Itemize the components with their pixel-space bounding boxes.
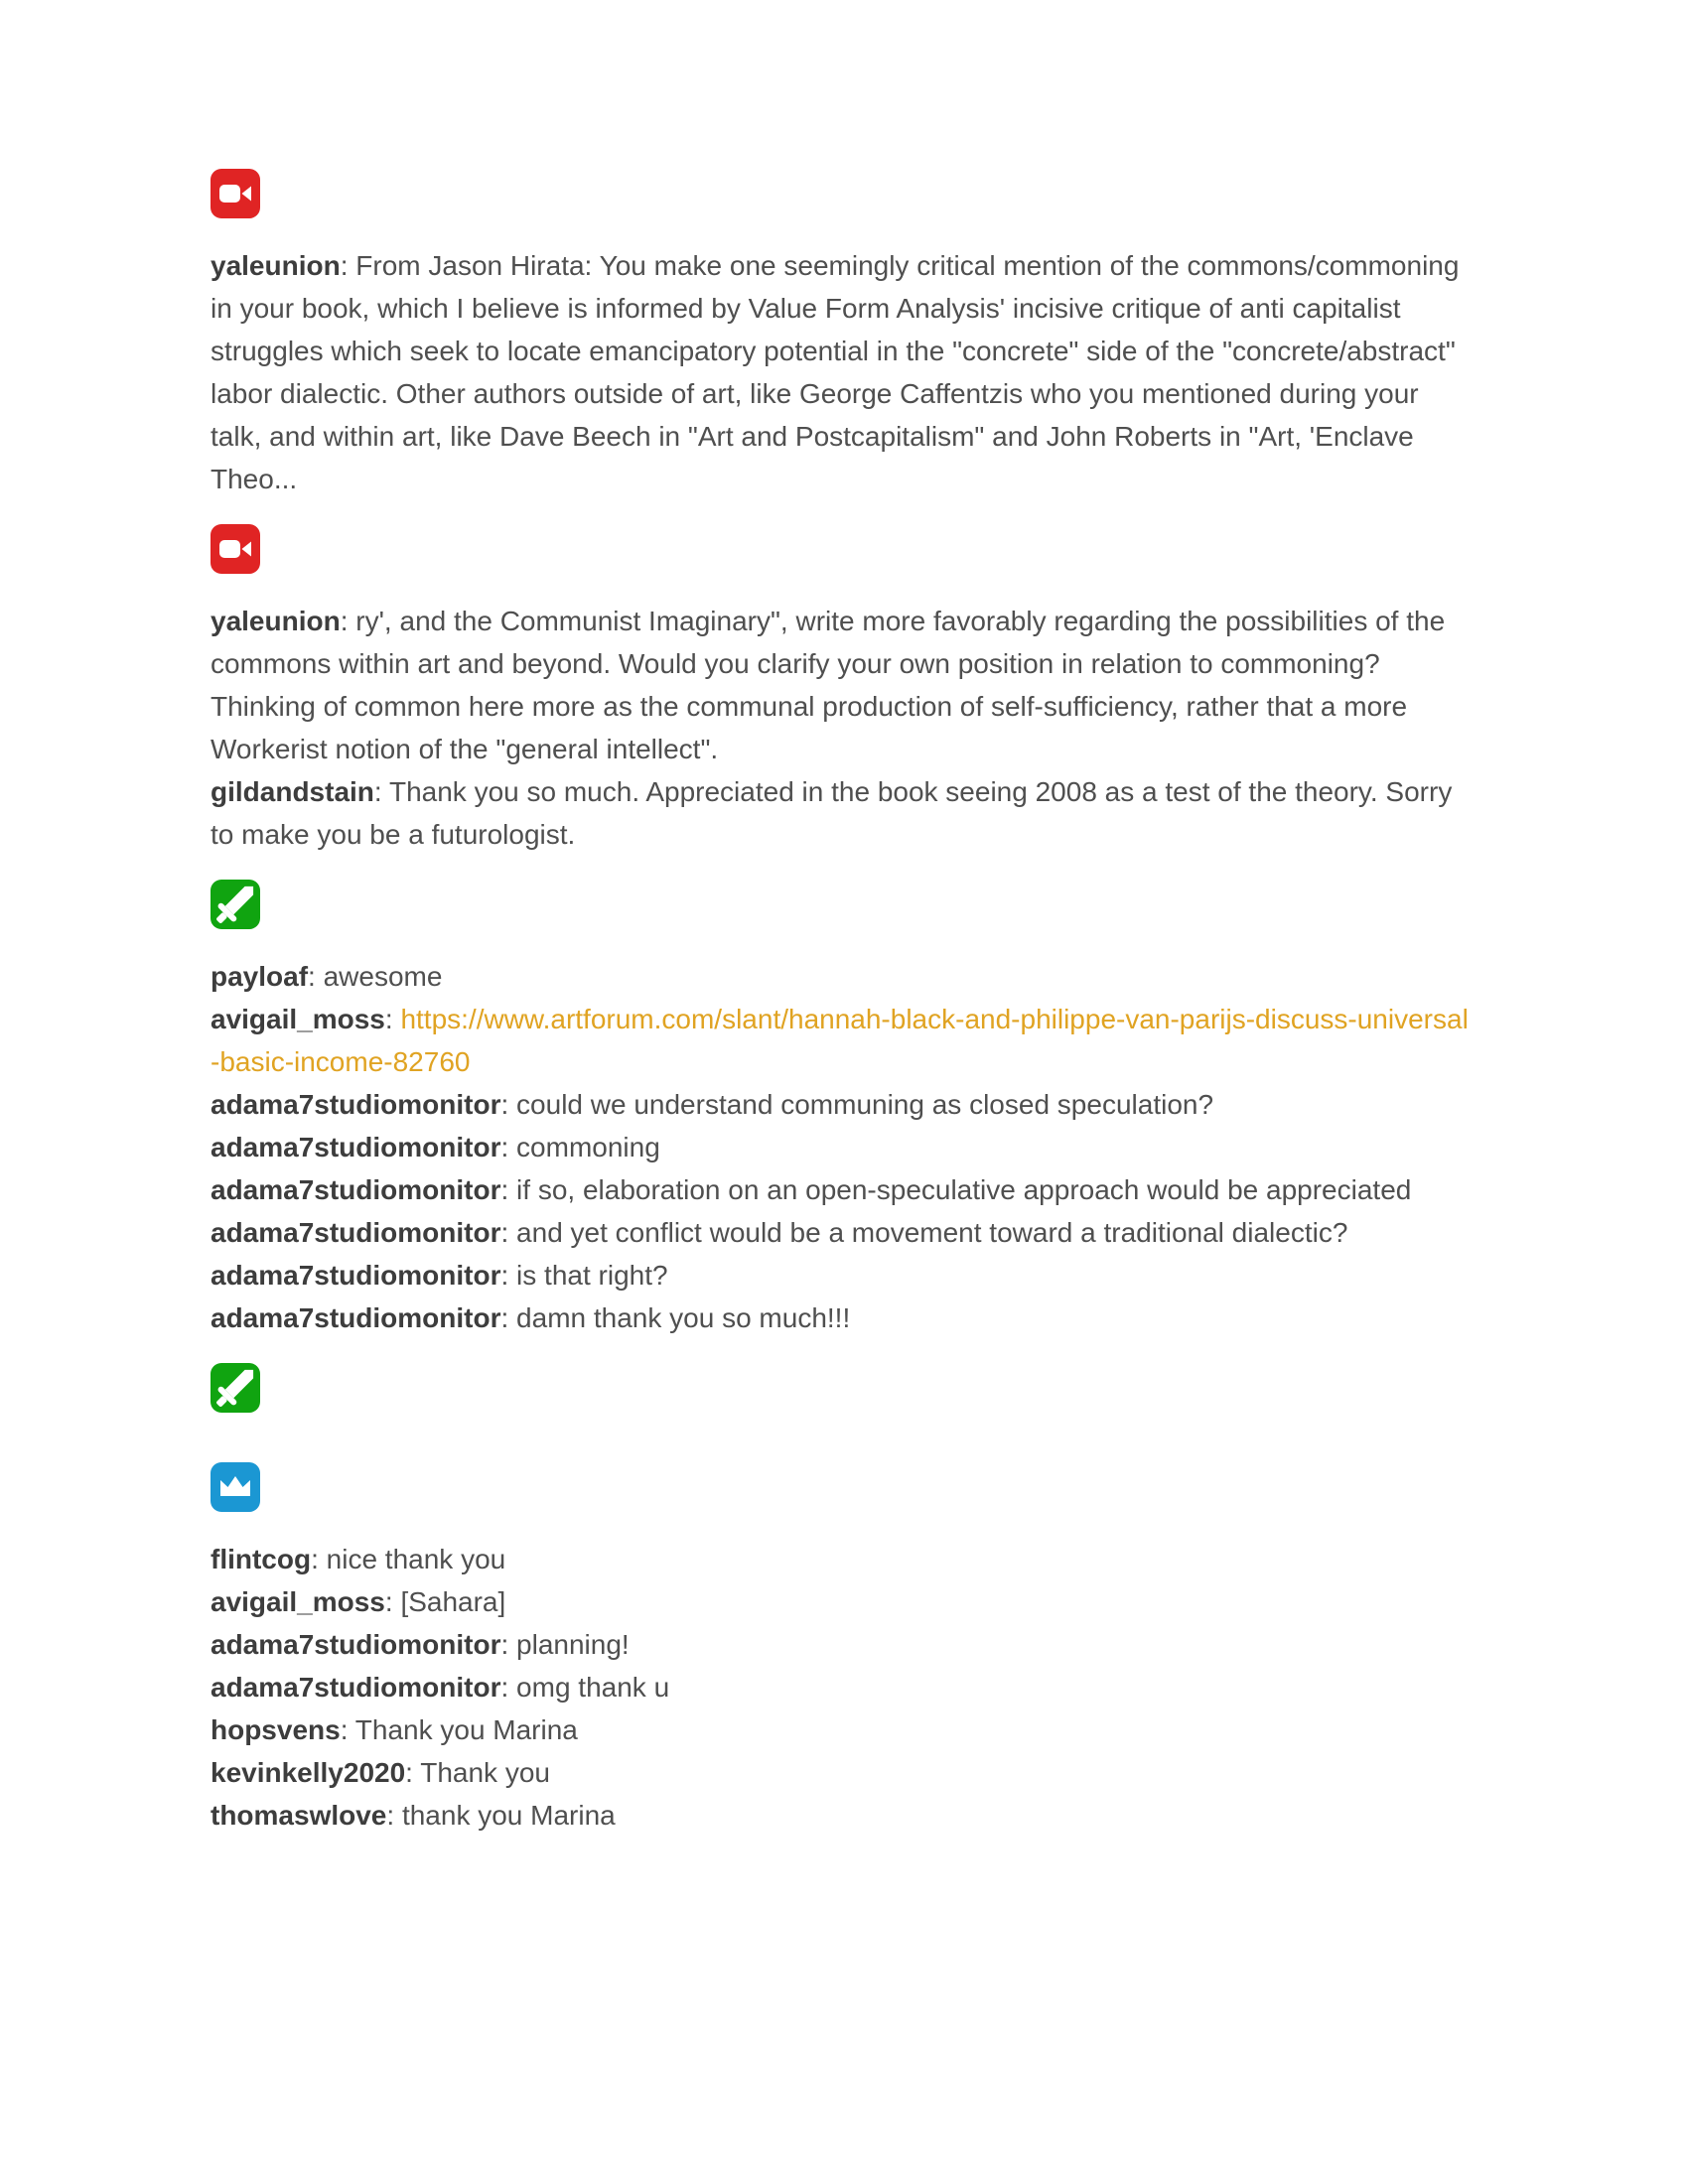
username-separator: : xyxy=(384,1586,401,1617)
message-text: awesome xyxy=(323,961,443,992)
chat-message xyxy=(211,1794,1474,1837)
message-text: Thank you Marina xyxy=(354,1714,578,1745)
message-text: damn thank you so much!!! xyxy=(516,1302,851,1333)
chat-message xyxy=(211,998,1474,1083)
username: flintcog xyxy=(211,1544,312,1574)
username-separator: : xyxy=(384,1004,401,1034)
message-text: nice thank you xyxy=(326,1544,506,1574)
chat-message xyxy=(211,600,1474,770)
username-separator: : xyxy=(500,1217,517,1248)
message-text: thank you Marina xyxy=(401,1800,616,1831)
username: gildandstain xyxy=(211,776,374,807)
message-group xyxy=(211,1538,1474,1837)
message-text: [Sahara] xyxy=(400,1586,506,1617)
username-separator: : xyxy=(308,961,324,992)
chat-message xyxy=(211,1538,1474,1580)
username-separator: : xyxy=(311,1544,327,1574)
message-text: and yet conflict would be a movement toward a traditional dialectic? xyxy=(516,1217,1348,1248)
username: kevinkelly2020 xyxy=(211,1757,406,1788)
message-group xyxy=(211,244,1474,500)
icon-line xyxy=(211,524,260,574)
chat-message xyxy=(211,1126,1474,1168)
username-separator: : xyxy=(500,1089,517,1120)
username: hopsvens xyxy=(211,1714,341,1745)
video-camera-icon xyxy=(211,169,260,218)
chat-message xyxy=(211,1168,1474,1211)
username-separator: : xyxy=(340,1714,355,1745)
icon-line xyxy=(211,1462,260,1512)
username-separator: : xyxy=(500,1174,517,1205)
message-text: Thank you xyxy=(420,1757,550,1788)
username: adama7studiomonitor xyxy=(211,1089,501,1120)
message-group xyxy=(211,955,1474,1339)
icon-line xyxy=(211,880,260,929)
chat-message xyxy=(211,1666,1474,1708)
chat-message xyxy=(211,770,1474,856)
username-separator: : xyxy=(373,776,389,807)
username: avigail_moss xyxy=(211,1586,385,1617)
username: adama7studiomonitor xyxy=(211,1217,501,1248)
message-text: could we understand communing as closed speculation? xyxy=(516,1089,1214,1120)
sword-icon xyxy=(211,880,260,929)
username: adama7studiomonitor xyxy=(211,1629,501,1660)
chat-message xyxy=(211,1708,1474,1751)
message-text: ry', and the Communist Imaginary", write more favorably regarding the possibilities of the commons within art and beyond. Would you clarify your own position in relation to commoning? Thinking of common here more as the communal production of self-sufficiency, rather that a more Workerist notion of the "general intellect". xyxy=(211,606,1446,764)
sword-icon xyxy=(211,1363,260,1413)
username: thomaswlove xyxy=(211,1800,387,1831)
chat-message xyxy=(211,955,1474,998)
username-separator: : xyxy=(386,1800,402,1831)
username-separator: : xyxy=(340,250,356,281)
video-camera-icon xyxy=(211,524,260,574)
username: payloaf xyxy=(211,961,309,992)
message-text: commoning xyxy=(516,1132,660,1162)
username: avigail_moss xyxy=(211,1004,385,1034)
message-text: planning! xyxy=(516,1629,630,1660)
chat-message xyxy=(211,1580,1474,1623)
username: yaleunion xyxy=(211,250,341,281)
message-text: omg thank u xyxy=(516,1672,670,1703)
chat-message xyxy=(211,1623,1474,1666)
username: adama7studiomonitor xyxy=(211,1672,501,1703)
message-group xyxy=(211,600,1474,856)
message-text: Thank you so much. Appreciated in the book seeing 2008 as a test of the theory. Sorry to make you be a futurologist. xyxy=(211,776,1453,850)
crown-icon xyxy=(211,1462,260,1512)
chat-message xyxy=(211,1083,1474,1126)
username: adama7studiomonitor xyxy=(211,1174,501,1205)
chat-message xyxy=(211,1751,1474,1794)
username-separator: : xyxy=(500,1672,517,1703)
message-text: is that right? xyxy=(516,1260,668,1291)
chat-message xyxy=(211,1254,1474,1297)
username-separator: : xyxy=(500,1260,517,1291)
icon-line xyxy=(211,1363,260,1413)
message-text: if so, elaboration on an open-speculative approach would be appreciated xyxy=(516,1174,1412,1205)
username: adama7studiomonitor xyxy=(211,1132,501,1162)
username-separator: : xyxy=(500,1629,517,1660)
icon-line xyxy=(211,169,260,218)
username-separator: : xyxy=(500,1302,517,1333)
chat-message xyxy=(211,244,1474,500)
artforum-link[interactable]: https://www.artforum.com/slant/hannah-black-and-philippe-van-parijs-discuss-universal-basic-income-82760 xyxy=(211,1004,1469,1077)
chat-message xyxy=(211,1297,1474,1339)
username: adama7studiomonitor xyxy=(211,1302,501,1333)
username: adama7studiomonitor xyxy=(211,1260,501,1291)
message-text: From Jason Hirata: You make one seemingly critical mention of the commons/commoning in your book, which I believe is informed by Value Form Analysis' incisive critique of anti capitalist struggles which seek to locate emancipatory potential in the "concrete" side of the "concrete/abstract" labor dialectic. Other authors outside of art, like George Caffentzis who you mentioned during your talk, and within art, like Dave Beech in "Art and Postcapitalism" and John Roberts in "Art, 'Enclave Theo... xyxy=(211,250,1460,494)
username-separator: : xyxy=(405,1757,421,1788)
username: yaleunion xyxy=(211,606,341,636)
chat-message xyxy=(211,1211,1474,1254)
username-separator: : xyxy=(340,606,356,636)
username-separator: : xyxy=(500,1132,517,1162)
